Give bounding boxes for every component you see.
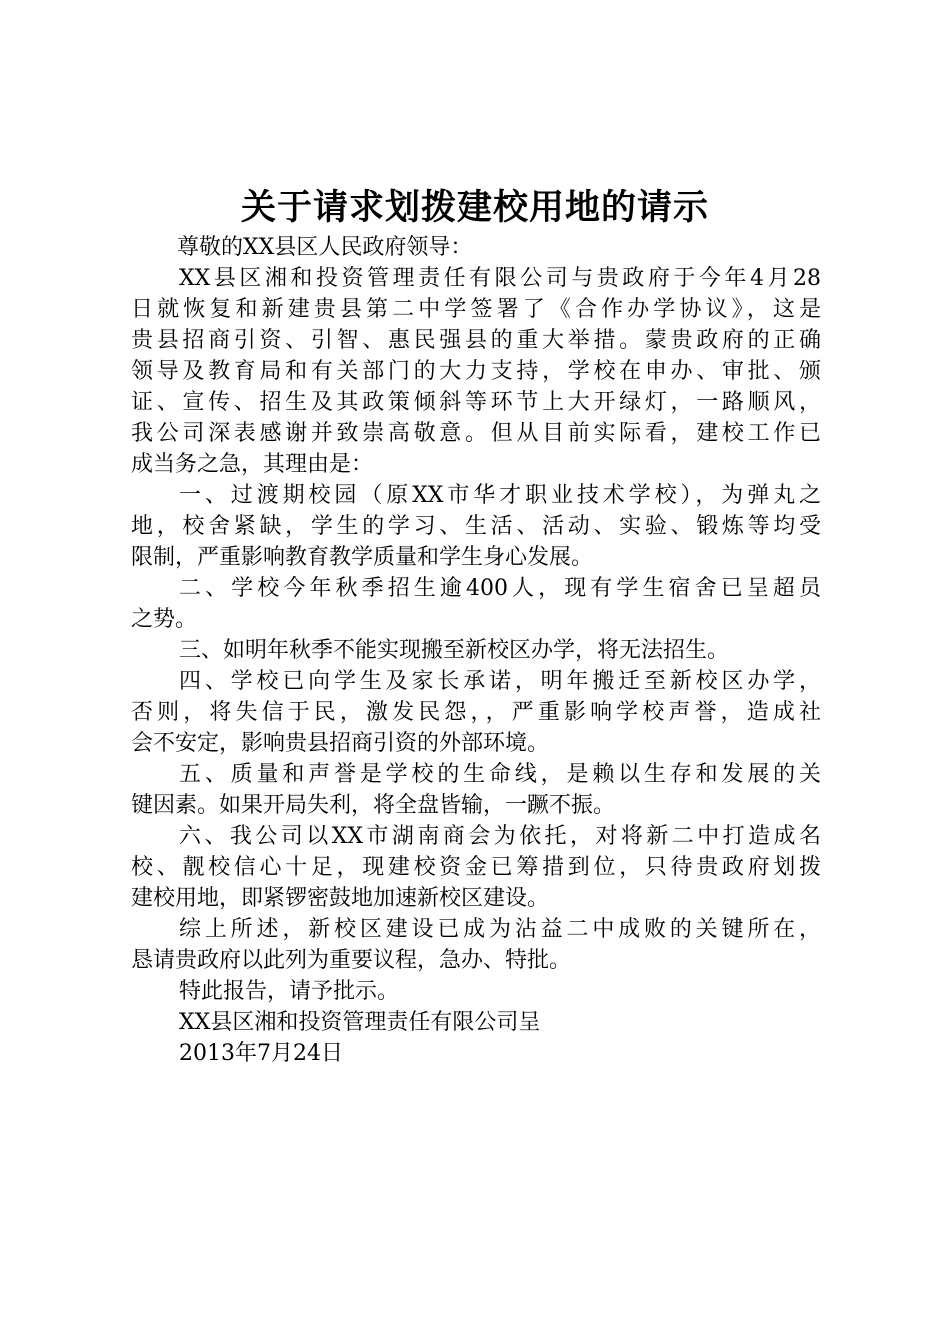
paragraph-line: 贵县招商引资、引智、惠民强县的重大举措。蒙贵政府的正确 [131,328,821,353]
paragraph-line: 证、宣传、招生及其政策倾斜等环节上大开绿灯，一路顺风， [131,390,821,415]
paragraph-line: 六、我公司以XX市湖南商会为依托，对将新二中打造成名 [179,824,821,849]
paragraph-line: 成当务之急，其理由是： [131,452,374,477]
paragraph-line: 三、如明年秋季不能实现搬至新校区办学，将无法招生。 [179,638,730,663]
paragraph-line: 否则，将失信于民，激发民怨，，严重影响学校声誉，造成社 [131,700,821,725]
paragraph-line: 会不安定，影响贵县招商引资的外部环境。 [131,731,550,756]
signature-line: XX县区湘和投资管理责任有限公司呈 [179,1010,541,1035]
paragraph-line: 领导及教育局和有关部门的大力支持，学校在申办、审批、颁 [131,359,821,384]
paragraph-line: 地，校舍紧缺，学生的学习、生活、活动、实验、锻炼等均受 [131,514,821,539]
paragraph-line: 综上所述，新校区建设已成为沾益二中成败的关键所在， [179,917,821,942]
paragraph-line: 四、学校已向学生及家长承诺，明年搬迁至新校区办学， [179,669,821,694]
closing-line: 特此报告，请予批示。 [179,979,400,1004]
paragraph-line: 之势。 [131,607,198,632]
document-body [131,232,821,1069]
paragraph-line: 五、质量和声誉是学校的生命线，是赖以生存和发展的关 [179,762,821,787]
document-title: 关于请求划拨建校用地的请示 [240,187,709,228]
paragraph-line: XX县区湘和投资管理责任有限公司与贵政府于今年4月28 [179,266,821,291]
paragraph-line: 日就恢复和新建贵县第二中学签署了《合作办学协议》，这是 [131,297,821,322]
paragraph-line: 建校用地，即紧锣密鼓地加速新校区建设。 [131,886,550,911]
paragraph-line: 恳请贵政府以此列为重要议程，急办、特批。 [131,948,572,973]
salutation: 尊敬的XX县区人民政府领导： [177,235,473,260]
date-line: 2013年7月24日 [179,1041,343,1066]
paragraph-line: 限制，严重影响教育教学质量和学生身心发展。 [131,545,594,570]
paragraph-line: 校、靓校信心十足，现建校资金已筹措到位，只待贵政府划拨 [131,855,821,880]
paragraph-line: 我公司深表感谢并致崇高敬意。但从目前实际看，建校工作已 [131,421,821,446]
paragraph-line: 二、学校今年秋季招生逾400人，现有学生宿舍已呈超员 [179,576,821,601]
paragraph-line: 一、过渡期校园（原XX市华才职业技术学校），为弹丸之 [179,483,821,508]
paragraph-line: 键因素。如果开局失利，将全盘皆输，一蹶不振。 [131,793,616,818]
